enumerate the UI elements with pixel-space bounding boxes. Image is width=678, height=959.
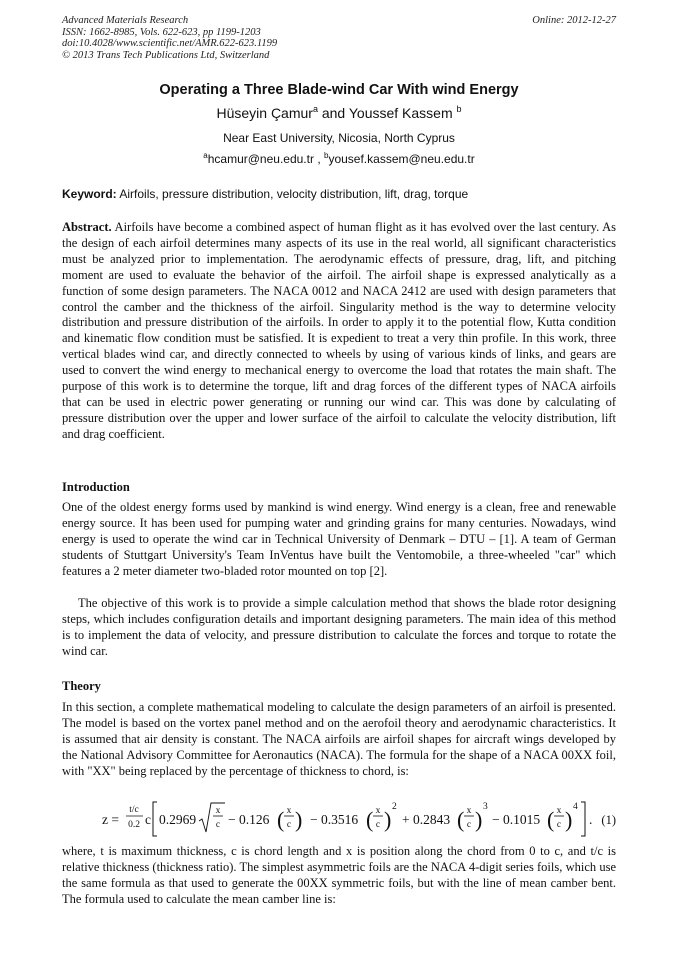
eq-t1-den: c xyxy=(286,820,292,830)
eq-paren-4-close: ) xyxy=(565,807,573,832)
abstract-text: Airfoils have become a combined aspect of human flight as it has evolved over the last century. As the design of each airfoil determines many aspects of its use in the real world, all significant characteristics must be analyzed prior to implementation. The aerodynamic effects of pressure, drag, lift, and pitching moment are used to evaluate the behavior of the airfoil. The airfoil shape is expressed analytically as a function of some design parameters. The NACA 0012 and NACA 2412 are used with design parameters that control the camber and the thickness of the airfoil. Singularity method is the way to determine velocity distribution and pressure distribution of the airfoils. In order to apply it to the potential flow, Kutta condition and kinematic flow condition must be satisfied. It is expedient to treat a very thin profile. In this work, three vertical blades wind car, and directly connected to wheels by using of various kinds of links, and gears are used to convert the wind energy to mechanical energy to overcome the load that rotates the main shaft. The purpose of this work is to determine the torque, lift and drag forces of the different types of NACA airfoils that can be used in electric power generating or running our wind car. This was done by calculating of pressure distribution over the upper and lower surface of the airfoil to calculate the velocity distribution, lift and drag coefficient. xyxy=(62,220,616,441)
introduction-heading: Introduction xyxy=(62,480,130,494)
eq-t4-num: x xyxy=(556,806,562,816)
email-1-mark: a xyxy=(203,151,208,160)
eq-coef-4: − 0.1015 xyxy=(492,812,541,827)
eq-end: . xyxy=(589,812,593,827)
online-date: Online: 2012-12-27 xyxy=(532,15,616,26)
email-line xyxy=(0,151,678,166)
eq-paren-1-close: ) xyxy=(295,807,303,832)
introduction-paragraph-1: One of the oldest energy forms used by mankind is wind energy. Wind energy is a clean, free and renewable energy source. It has been used for pumping water and grinding grains for many centuries. Nowadays, wind energy is used to operate the wind car in Technical University of Denmark – DTU – [1]. A team of German students of Stuttgart University's Team InVentus have built the Ventomobile, a three-wheeled "car" which features a 2 meter diameter two-bladed rotor mounted on top [2]. xyxy=(62,500,616,578)
abstract-label: Abstract. xyxy=(62,220,112,234)
equation-1 xyxy=(62,799,616,839)
paper-title: Operating a Three Blade-wind Car With wind Energy xyxy=(159,82,519,98)
email-1-link[interactable]: hcamur@neu.edu.tr xyxy=(207,152,314,166)
email-2-mark: b xyxy=(324,151,329,160)
journal-header xyxy=(62,15,277,61)
eq-lhs: z = xyxy=(102,812,119,827)
eq-coef-3: + 0.2843 xyxy=(402,812,451,827)
author-2: Youssef Kassem xyxy=(348,105,453,121)
eq-paren-2-open: ( xyxy=(366,807,374,832)
email-2-link[interactable]: yousef.kassem@neu.edu.tr xyxy=(328,152,475,166)
eq-paren-4-open: ( xyxy=(547,807,555,832)
eq-power-3: 3 xyxy=(483,802,488,812)
eq-number: (1) xyxy=(601,813,616,827)
eq-sqrt-sign xyxy=(199,803,225,832)
journal-name: Advanced Materials Research xyxy=(62,15,189,26)
eq-coef-2: − 0.3516 xyxy=(310,812,359,827)
author-1-mark: a xyxy=(312,104,318,114)
eq-frac-denominator: 0.2 xyxy=(128,820,140,830)
keywords xyxy=(62,187,618,201)
eq-t3-den: c xyxy=(466,820,472,830)
eq-frac-numerator: t/c xyxy=(129,805,139,815)
eq-t2-den: c xyxy=(375,820,381,830)
eq-power-2: 2 xyxy=(392,802,397,812)
abstract xyxy=(62,220,616,443)
eq-bracket-right xyxy=(581,802,585,836)
introduction-paragraph-2: The objective of this work is to provide a simple calculation method that shows the blade rotor designing steps, which includes configuration details and important designing parameters. The main idea of this method is to implement the data of velocity, and pressure distribution to calculate the forces and torque to rotate the wind car. xyxy=(62,596,616,658)
author-1: Hüseyin Çamur xyxy=(216,105,313,121)
theory-paragraph-1: In this section, a complete mathematical modeling to calculate the design parameters of an airfoil is presented. The model is based on the vortex panel method and on the aerofoil theory and aerodynamic characteristics. It is assumed that air density is constant. The NACA airfoils are airfoil shapes for aircraft wings developed by the National Advisory Committee for Aeronautics (NACA). The formula for the shape of a NACA 00XX foil, with "XX" being replaced by the percentage of thickness to chord, is: xyxy=(62,700,616,778)
eq-c: c xyxy=(145,812,151,827)
keywords-text: Airfoils, pressure distribution, velocity distribution, lift, drag, torque xyxy=(116,187,469,201)
eq-paren-3-close: ) xyxy=(475,807,483,832)
author-2-mark: b xyxy=(456,104,462,114)
eq-bracket-left xyxy=(153,802,157,836)
eq-paren-2-close: ) xyxy=(384,807,392,832)
eq-sqrt-den: c xyxy=(215,820,221,830)
eq-coef-0: 0.2969 xyxy=(159,812,197,827)
eq-t3-num: x xyxy=(466,806,472,816)
eq-power-4: 4 xyxy=(573,802,578,812)
author-join: and xyxy=(317,105,349,121)
eq-sqrt-num: x xyxy=(215,806,221,816)
eq-t4-den: c xyxy=(556,820,562,830)
affiliation: Near East University, Nicosia, North Cyprus xyxy=(223,131,455,145)
doi-line: doi:10.4028/www.scientific.net/AMR.622-623.1199 xyxy=(62,38,278,49)
keywords-label: Keyword: xyxy=(62,187,117,201)
email-separator: , xyxy=(313,152,324,166)
equation-svg xyxy=(62,799,616,839)
issn-line: ISSN: 1662-8985, Vols. 622-623, pp 1199-1203 xyxy=(62,26,261,38)
eq-t1-num: x xyxy=(286,806,292,816)
eq-paren-1-open: ( xyxy=(277,807,285,832)
author-line xyxy=(0,104,678,121)
eq-paren-3-open: ( xyxy=(457,807,465,832)
theory-paragraph-2: where, t is maximum thickness, c is chord length and x is position along the chord from 0 to c, and t/c is relative thickness (thickness ratio). The simplest asymmetric foils are the NACA 4-digit series foils, which use the same formula as that used to generate the 00XX symmetric foils, but with the line of mean camber bent. The formula used to calculate the mean camber line is: xyxy=(62,844,616,906)
theory-heading: Theory xyxy=(62,679,101,693)
copyright-line: © 2013 Trans Tech Publications Ltd, Switzerland xyxy=(62,49,270,61)
eq-t2-num: x xyxy=(375,806,381,816)
eq-coef-1: − 0.126 xyxy=(228,812,270,827)
